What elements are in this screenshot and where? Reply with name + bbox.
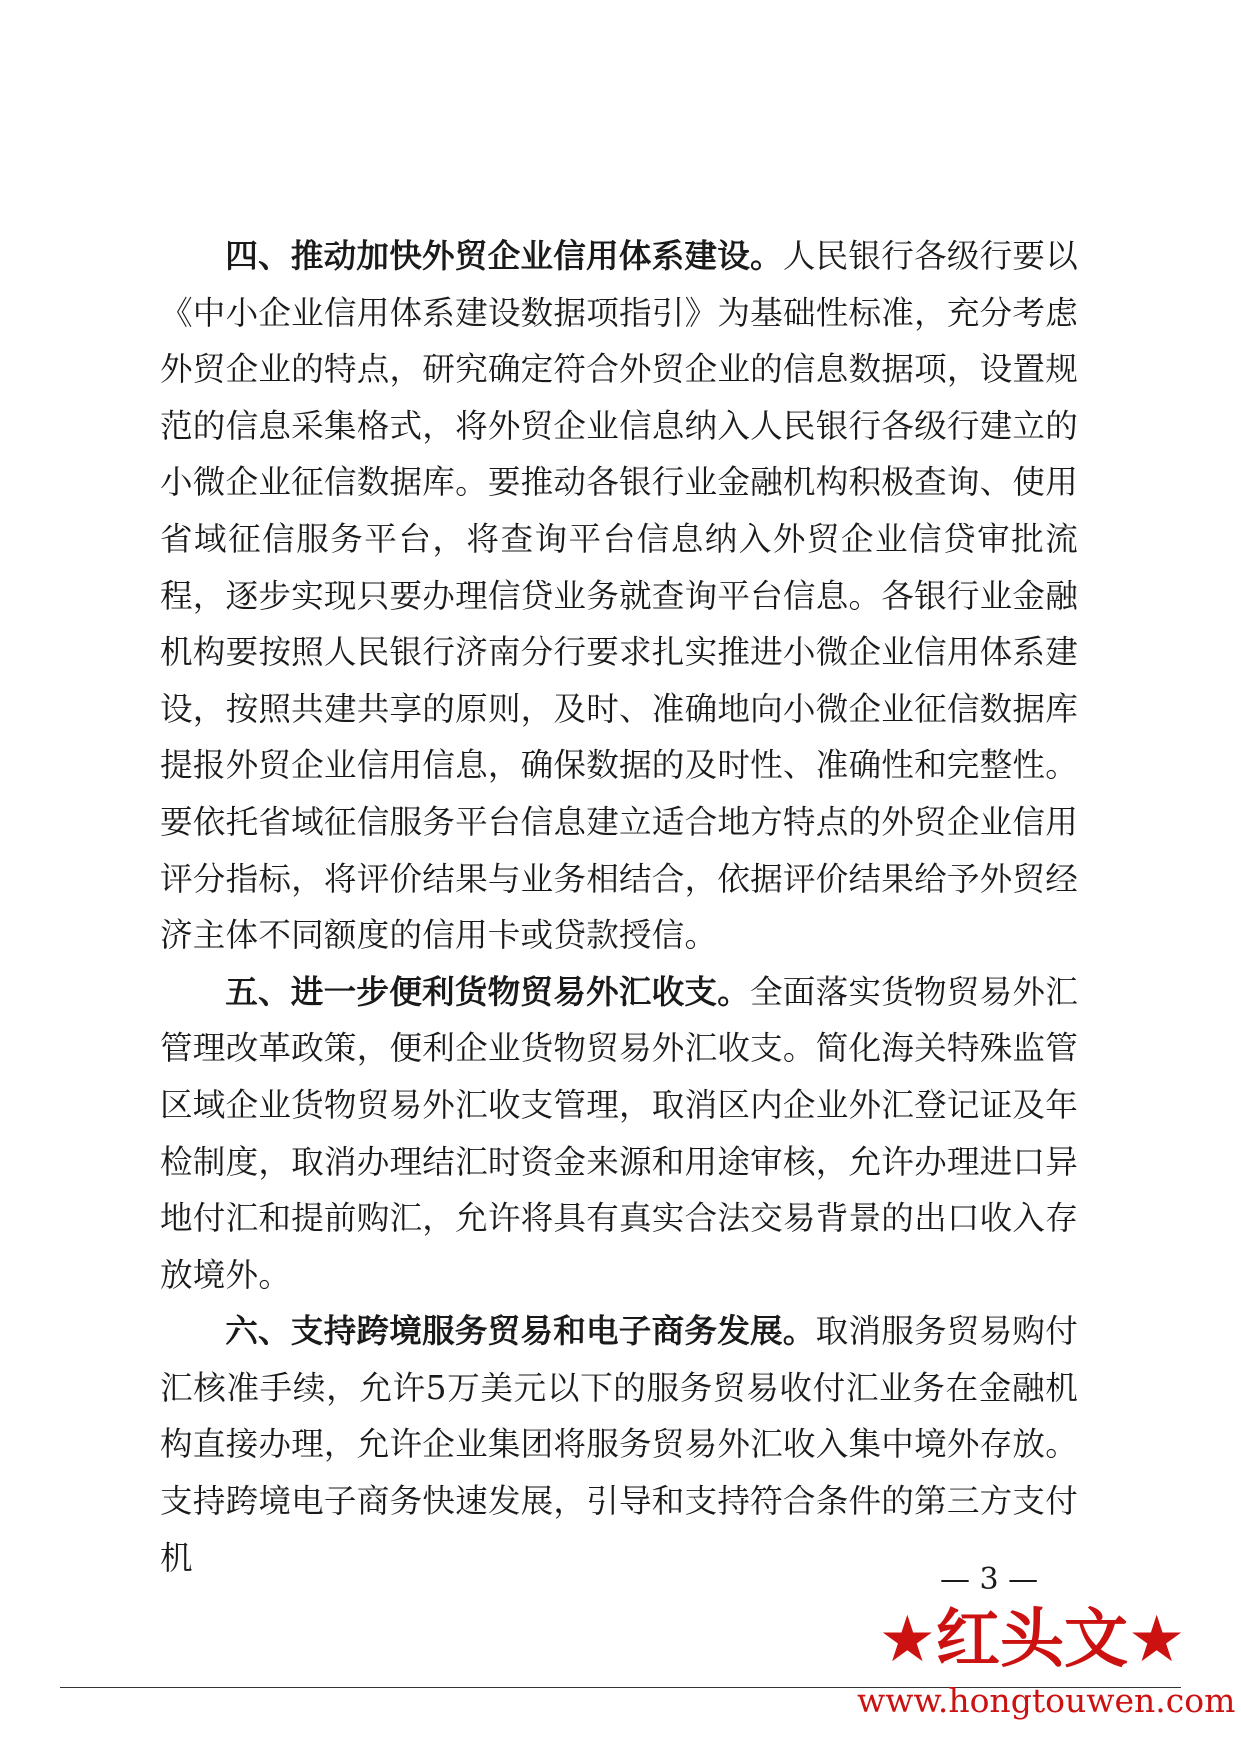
section-five-heading: 五、进一步便利货物贸易外汇收支。 xyxy=(225,972,750,1011)
document-body xyxy=(160,228,1078,1586)
section-six xyxy=(160,1303,1078,1586)
section-six-text: 取消服务贸易购付汇核准手续，允许5万美元以下的服务贸易收付汇业务在金融机构直接办理，允许企业集团将服务贸易外汇收入集中境外存放。支持跨境电子商务快速发展，引导和支持符合条件的第三方支付机 xyxy=(160,1312,1078,1577)
watermark-logo xyxy=(857,1602,1236,1722)
watermark-title: ★红头文★ xyxy=(878,1603,1186,1677)
section-five xyxy=(160,964,1078,1304)
section-four-text: 人民银行各级行要以《中小企业信用体系建设数据项指引》为基础性标准，充分考虑外贸企业的特点，研究确定符合外贸企业的信息数据项，设置规范的信息采集格式，将外贸企业信息纳入人民银行各级行建立的小微企业征信数据库。要推动各银行业金融机构积极查询、使用省域征信服务平台，将查询平台信息纳入外贸企业信贷审批流程，逐步实现只要办理信贷业务就查询平台信息。各银行业金融机构要按照人民银行济南分行要求扎实推进小微企业信用体系建设，按照共建共享的原则，及时、准确地向小微企业征信数据库提报外贸企业信用信息，确保数据的及时性、准确性和完整性。要依托省域征信服务平台信息建立适合地方特点的外贸企业信用评分指标，将评价结果与业务相结合，依据评价结果给予外贸经济主体不同额度的信用卡或贷款授信。 xyxy=(160,237,1078,955)
section-four xyxy=(160,228,1078,964)
section-four-heading: 四、推动加快外贸企业信用体系建设。 xyxy=(225,237,783,275)
section-six-heading: 六、支持跨境服务贸易和电子商务发展。 xyxy=(225,1312,816,1351)
watermark-url: www.hongtouwen.com xyxy=(857,1681,1236,1720)
page-number: — 3 — xyxy=(940,1562,1039,1597)
section-five-text: 全面落实货物贸易外汇管理改革政策，便利企业货物贸易外汇收支。简化海关特殊监管区域企业货物贸易外汇收支管理，取消区内企业外汇登记证及年检制度，取消办理结汇时资金来源和用途审核，允许办理进口异地付汇和提前购汇，允许将具有真实合法交易背景的出口收入存放境外。 xyxy=(160,972,1078,1294)
